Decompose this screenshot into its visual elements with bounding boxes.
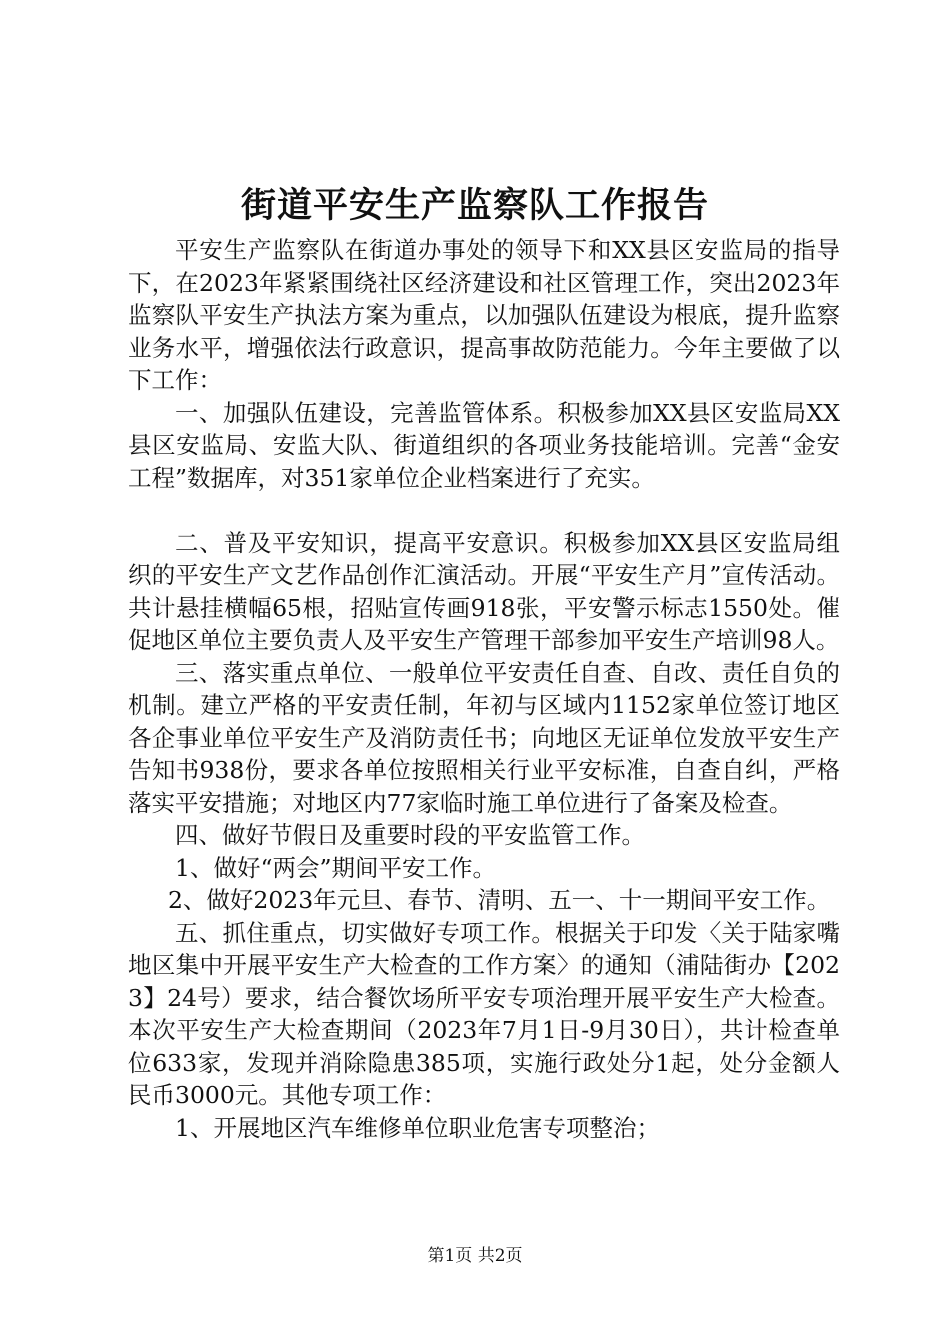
blank-line — [128, 494, 840, 527]
paragraph-section-2: 二、普及平安知识，提高平安意识。积极参加XX县区安监局组织的平安生产文艺作品创作汇演活动。开展“平安生产月”宣传活动。共计悬挂横幅65根，招贴宣传画918张，平安警示标志1550处。催促地区单位主要负责人及平安生产管理干部参加平安生产培训98人。 — [128, 528, 840, 654]
paragraph-intro: 平安生产监察队在街道办事处的领导下和XX县区安监局的指导下，在2023年紧紧围绕社区经济建设和社区管理工作，突出2023年监察队平安生产执法方案为重点，以加强队伍建设为根底，提升监察业务水平，增强依法行政意识，提高事故防范能力。今年主要做了以下工作： — [128, 236, 840, 394]
page-number-footer: 第1页 共2页 — [427, 1246, 523, 1266]
paragraph-section-1: 一、加强队伍建设，完善监管体系。积极参加XX县区安监局XX县区安监局、安监大队、街道组织的各项业务技能培训。完善“金安工程”数据库，对351家单位企业档案进行了充实。 — [128, 398, 840, 492]
document-body — [128, 234, 840, 1144]
paragraph-section-5: 五、抓住重点，切实做好专项工作。根据关于印发〈关于陆家嘴地区集中开展平安生产大检查的工作方案〉的通知（浦陆街办【2023】24号）要求，结合餐饮场所平安专项治理开展平安生产大检查。本次平安生产大检查期间（2023年7月1日-9月30日），共计检查单位633家，发现并消除隐患385项，实施行政处分1起，处分金额人民币3000元。其他专项工作： — [128, 918, 840, 1109]
paragraph-item-4-2: 2、做好2023年元旦、春节、清明、五一、十一期间平安工作。 — [167, 886, 831, 914]
document-title: 街道平安生产监察队工作报告 — [240, 185, 709, 226]
paragraph-item-5-1: 1、开展地区汽车维修单位职业危害专项整治； — [175, 1113, 660, 1142]
paragraph-item-4-1: 1、做好“两会”期间平安工作。 — [175, 853, 496, 882]
paragraph-section-4: 四、做好节假日及重要时段的平安监管工作。 — [175, 821, 645, 849]
paragraph-section-3: 三、落实重点单位、一般单位平安责任自查、自改、责任自负的机制。建立严格的平安责任制，年初与区域内1152家单位签订地区各企事业单位平安生产及消防责任书；向地区无证单位发放平安生产告知书938份，要求各单位按照相关行业平安标准，自查自纠，严格落实平安措施；对地区内77家临时施工单位进行了备案及检查。 — [128, 658, 840, 817]
